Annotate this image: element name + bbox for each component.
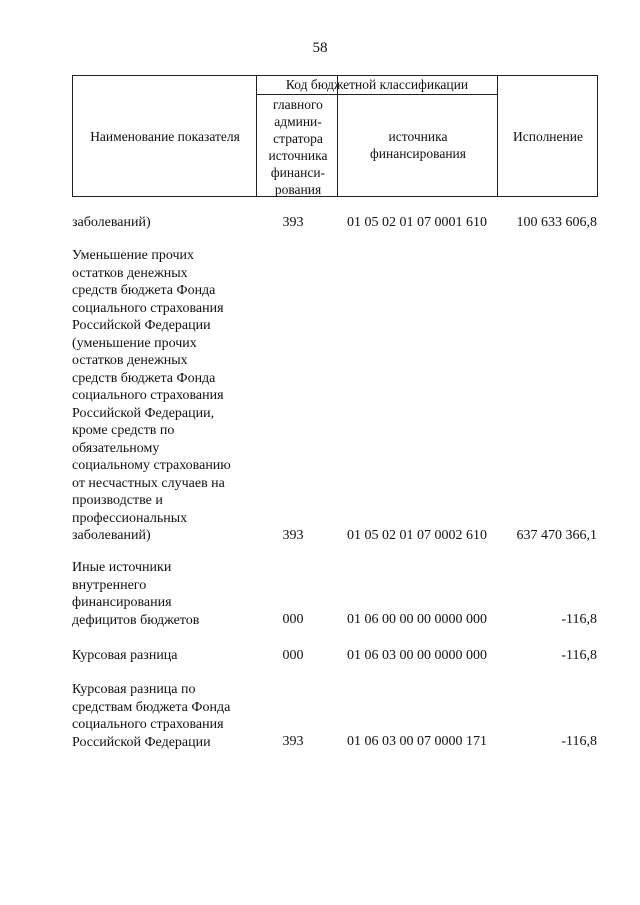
row-admin-code: 393 [282,734,304,749]
row-admin-code: 000 [282,612,304,627]
header-divider [497,76,498,196]
row-value: 100 633 606,8 [516,215,597,230]
header-col-name: Наименование показателя [90,129,240,144]
row-name: Курсовая разница [72,648,178,663]
row-source-code: 01 05 02 01 07 0002 610 [347,528,487,543]
row-value: 637 470 366,1 [516,528,597,543]
row-admin-code: 393 [282,528,304,543]
row-source-code: 01 06 00 00 00 0000 000 [347,612,487,627]
row-name: заболеваний) [72,215,151,230]
header-col-source: источника финансирования [370,129,466,161]
table-header [72,75,598,197]
row-name: Иные источники внутреннего финансирования дефицитов бюджетов [72,560,200,628]
row-admin-code: 393 [282,215,304,230]
row-source-code: 01 05 02 01 07 0001 610 [347,215,487,230]
row-admin-code: 000 [282,648,304,663]
row-source-code: 01 06 03 00 00 0000 000 [347,648,487,663]
header-group-divider [256,94,497,95]
header-group-title: Код бюджетной классификации [285,77,469,92]
row-value: -116,8 [561,648,597,663]
row-value: -116,8 [561,612,597,627]
header-col-admin: главного админи-стратора источника финанси-рования [268,97,328,197]
header-col-exec: Исполнение [513,129,583,144]
row-source-code: 01 06 03 00 07 0000 171 [347,734,487,749]
row-name: Курсовая разница по средствам бюджета Фонда социального страхования Российской Федерации [72,682,231,750]
page-number: 58 [312,40,328,56]
row-value: -116,8 [561,734,597,749]
row-name: Уменьшение прочих остатков денежных средств бюджета Фонда социального страхования Российской Федерации (уменьшение прочих остатков денежных средств бюджета Фонда социального страхования Российской Федерации, кроме средств по обязательному социальному страхованию от несчастных случаев на производстве и профессиональных заболеваний) [72,248,231,543]
